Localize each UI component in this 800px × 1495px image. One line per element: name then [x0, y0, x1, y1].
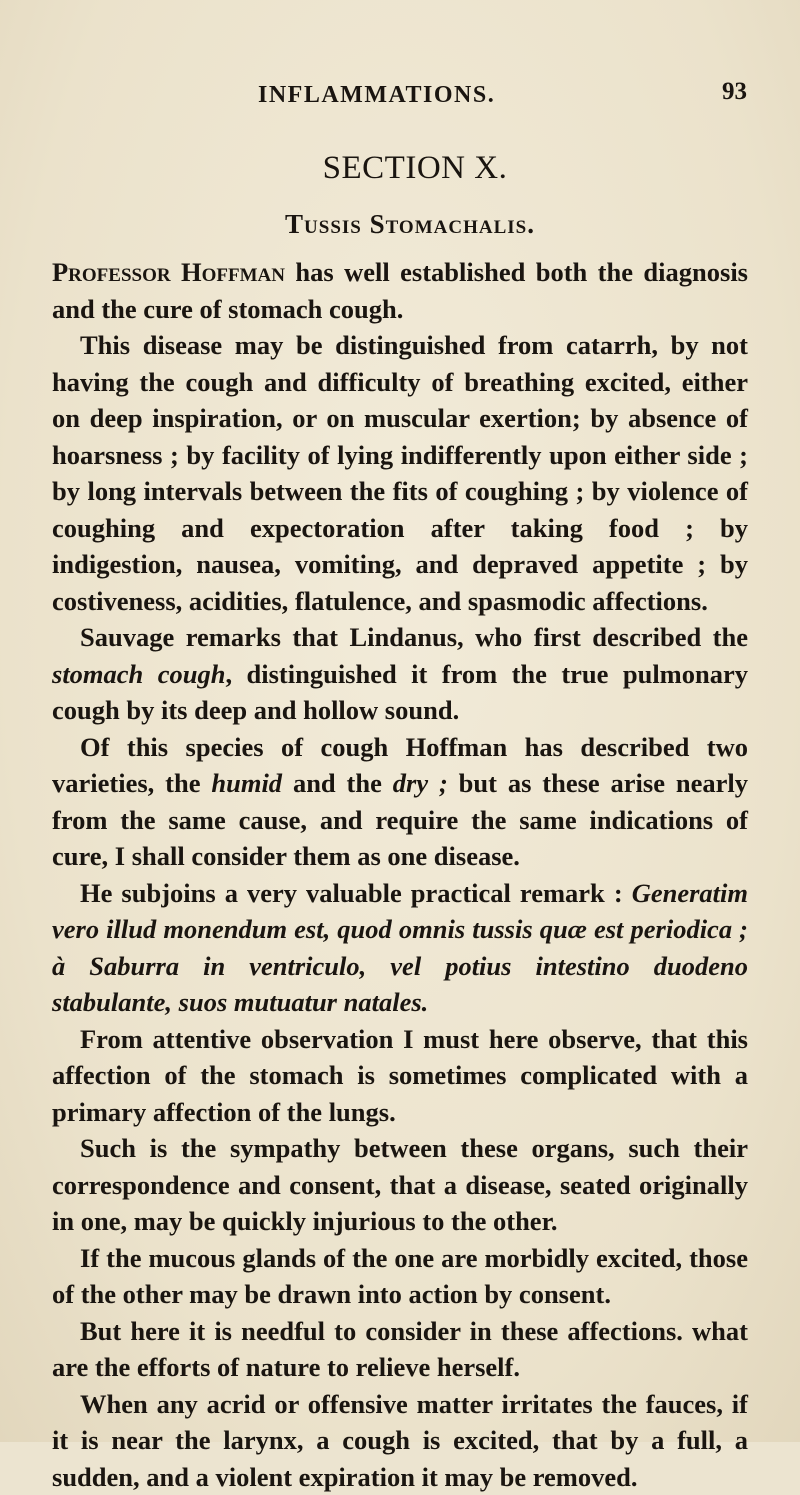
paragraph-4-after: but as these arise nearly from the same cause, and require the same indications of cure, I shall consider them as one disease. [52, 768, 748, 871]
running-head [0, 68, 800, 108]
paragraph-8: If the mucous glands of the one are morbidly excited, those of the other may be drawn into action by consent. [52, 1240, 748, 1313]
section-title: SECTION X. [0, 150, 800, 187]
page-number: 93 [722, 78, 747, 106]
paragraph-1-text: has well established both the diagnosis and the cure of stomach cough. [52, 257, 748, 324]
paragraph-2: This disease may be distinguished from catarrh, by not having the cough and difficulty of breathing excited, either on deep inspiration, or on muscular exertion; by absence of hoarsness ; by facility of lying indifferently upon either side ; by long intervals between the fits of coughing ; by violence of coughing and expectoration after taking food ; by indigestion, nausea, vomiting, and depraved appetite ; by costiveness, acidities, flatulence, and spasmodic affections. [52, 327, 748, 619]
paragraph-1 [52, 254, 748, 327]
paragraph-3-after: , distinguished it from the true pulmonary cough by its deep and hollow sound. [52, 659, 748, 726]
paragraph-6: From attentive observation I must here observe, that this affection of the stomach is sometimes complicated with a primary affection of the lungs. [52, 1021, 748, 1131]
body-text [0, 254, 800, 1495]
paragraph-4-middle: and the [282, 768, 393, 798]
running-title: INFLAMMATIONS. [258, 82, 495, 109]
term-dry: dry ; [393, 768, 448, 798]
paragraph-7: Such is the sympathy between these organs, such their correspondence and consent, that a disease, seated originally in one, may be quickly injurious to the other. [52, 1130, 748, 1240]
paragraph-3-before: Sauvage remarks that Lindanus, who first described the [80, 622, 748, 652]
author-name: Professor Hoffman [52, 257, 285, 287]
paragraph-4 [52, 729, 748, 875]
paragraph-9: But here it is needful to consider in these affections. what are the efforts of nature to relieve herself. [52, 1313, 748, 1386]
term-humid: humid [211, 768, 282, 798]
paragraph-5-before: He subjoins a very valuable practical remark : [80, 878, 632, 908]
paragraph-10: When any acrid or offensive matter irritates the fauces, if it is near the larynx, a cough is excited, that by a full, a sudden, and a violent expiration it may be removed. [52, 1386, 748, 1495]
paragraph-5 [52, 875, 748, 1021]
section-subtitle: Tussis Stomachalis. [0, 209, 800, 240]
term-stomach-cough: stomach cough [52, 659, 225, 689]
latin-quotation: Generatim vero illud monendum est, quod omnis tussis quæ est periodica ; à Saburra in ventriculo, vel potius intestino duodeno stabulante, suos mutuatur natales. [52, 878, 748, 1018]
paragraph-4-before: Of this species of cough Hoffman has described two varieties, the [52, 732, 748, 799]
paragraph-3 [52, 619, 748, 729]
